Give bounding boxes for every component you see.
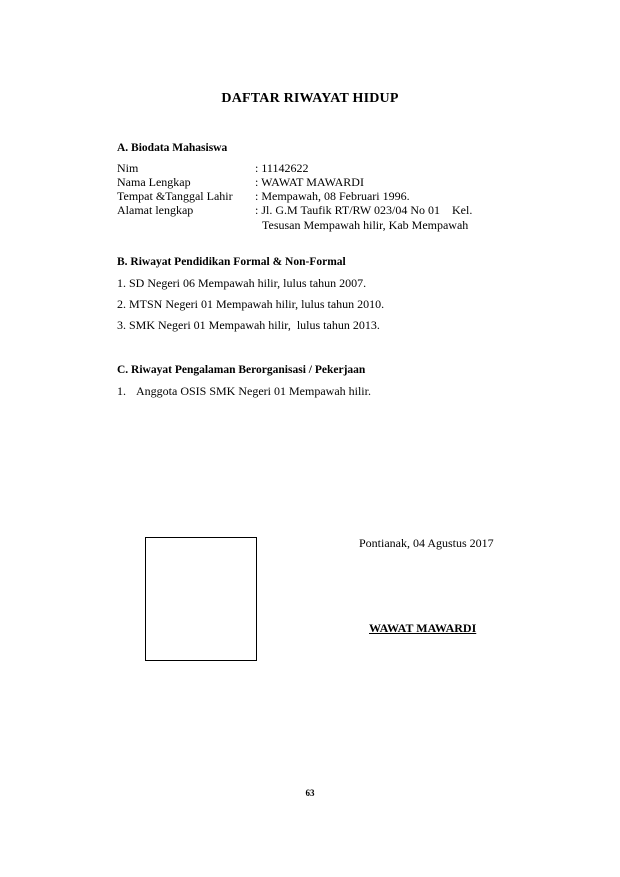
experience-item-text: Anggota OSIS SMK Negeri 01 Mempawah hilir. <box>136 384 371 398</box>
photo-placeholder <box>145 537 257 661</box>
bio-value-nim: : 11142622 <box>255 161 309 175</box>
bio-value-alamat-continuation: Tesusan Mempawah hilir, Kab Mempawah <box>262 218 469 232</box>
signer-name: WAWAT MAWARDI <box>369 621 477 635</box>
bio-label-nim: Nim <box>117 161 139 175</box>
bio-label-ttl: Tempat &Tanggal Lahir <box>117 189 233 203</box>
page-number: 63 <box>305 788 315 798</box>
section-c-heading: C. Riwayat Pengalaman Berorganisasi / Pekerjaan <box>117 364 366 376</box>
experience-item-number: 1. <box>117 384 126 398</box>
bio-label-nama: Nama Lengkap <box>117 175 191 189</box>
education-item-2: 2. MTSN Negeri 01 Mempawah hilir, lulus tahun 2010. <box>117 297 385 311</box>
bio-value-nama: : WAWAT MAWARDI <box>255 175 364 189</box>
document-title: DAFTAR RIWAYAT HIDUP <box>221 91 399 106</box>
bio-value-ttl: : Mempawah, 08 Februari 1996. <box>255 189 410 203</box>
education-item-3: 3. SMK Negeri 01 Mempawah hilir, lulus tahun 2013. <box>117 318 380 332</box>
signature-place-date: Pontianak, 04 Agustus 2017 <box>359 536 494 550</box>
section-a-heading: A. Biodata Mahasiswa <box>117 142 228 154</box>
bio-label-alamat: Alamat lengkap <box>117 203 194 217</box>
education-item-1: 1. SD Negeri 06 Mempawah hilir, lulus tahun 2007. <box>117 276 367 290</box>
bio-value-alamat: : Jl. G.M Taufik RT/RW 023/04 No 01 Kel. <box>255 203 473 217</box>
section-b-heading: B. Riwayat Pendidikan Formal & Non-Formal <box>117 256 346 268</box>
